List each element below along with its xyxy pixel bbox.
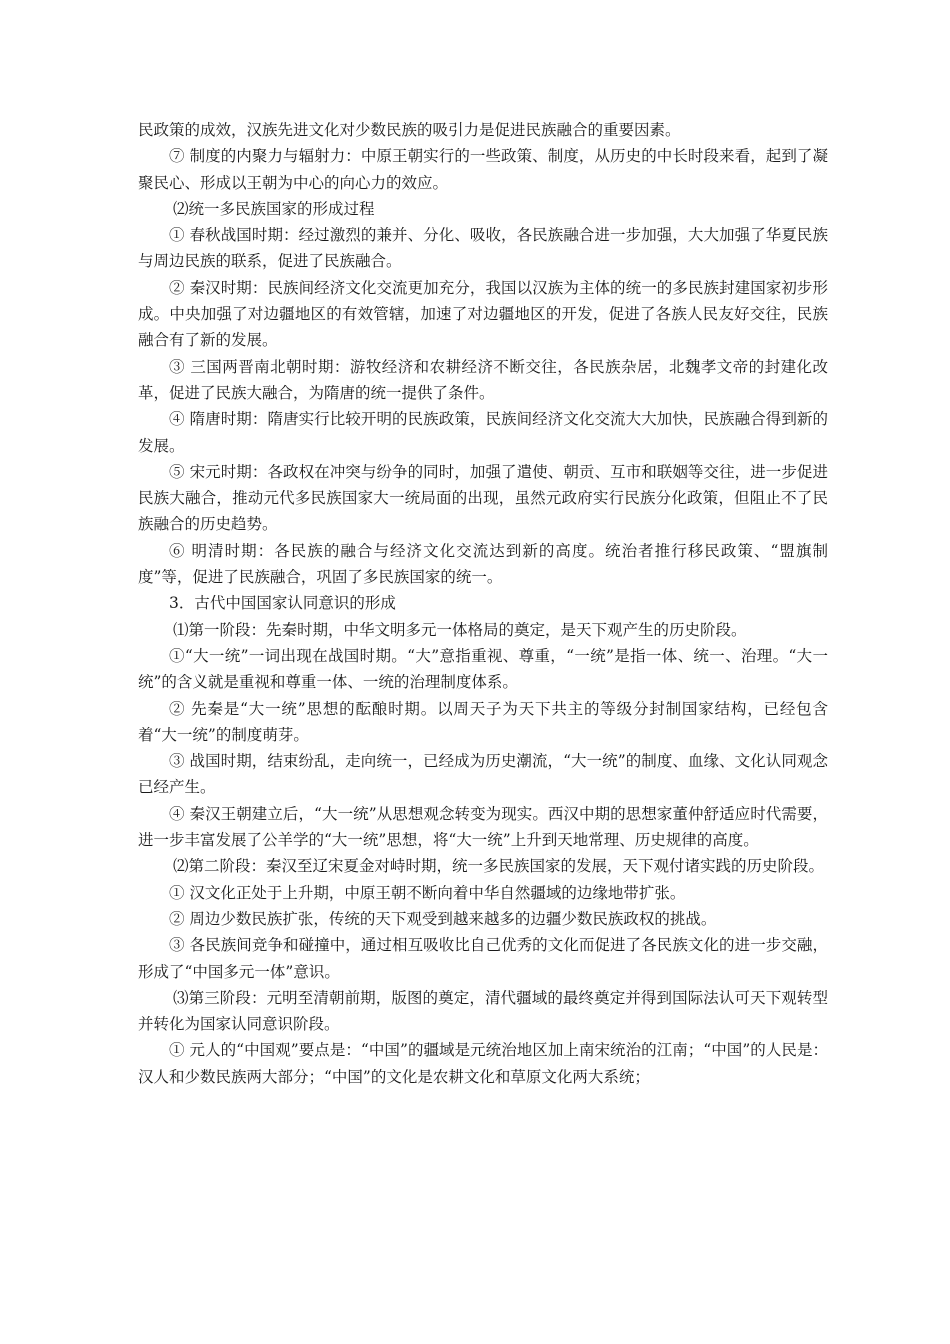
document-body [138, 117, 828, 1090]
paragraph-12: ①“大一统”一词出现在战国时期。“大”意指重视、尊重，“一统”是指一体、统一、治理。“大一统”的含义就是重视和尊重一体、一统的治理制度体系。 [138, 646, 828, 692]
paragraph-8: ⑤ 宋元时期：各政权在冲突与纷争的同时，加强了遣使、朝贡、互市和联姻等交往，进一步促进民族大融合，推动元代多民族国家大一统局面的出现，虽然元政府实行民族分化政策，但阻止不了民族融合的历史趋势。 [138, 462, 828, 534]
paragraph-7: ④ 隋唐时期：隋唐实行比较开明的民族政策，民族间经济文化交流大大加快，民族融合得到新的发展。 [138, 410, 828, 455]
subheading-formation-process: ⑵统一多民族国家的形成过程 [173, 199, 375, 218]
paragraph-2: ⑦ 制度的内聚力与辐射力：中原王朝实行的一些政策、制度，从历史的中长时段来看，起到了凝聚民心、形成以王朝为中心的向心力的效应。 [138, 147, 828, 192]
paragraph-9: ⑥ 明清时期：各民族的融合与经济文化交流达到新的高度。统治者推行移民政策、“盟旗制度”等，促进了民族融合，巩固了多民族国家的统一。 [138, 541, 828, 587]
paragraph-13: ② 先秦是“大一统”思想的酝酿时期。以周天子为天下共主的等级分封制国家结构，已经包含着“大一统”的制度萌芽。 [138, 699, 828, 744]
subheading-stage-3: ⑶第三阶段：元明至清朝前期，版图的奠定，清代疆域的最终奠定并得到国际法认可天下观转型并转化为国家认同意识阶段。 [138, 988, 828, 1034]
paragraph-17: ① 汉文化正处于上升期，中原王朝不断向着中华自然疆域的边缘地带扩张。 [169, 883, 686, 902]
paragraph-6: ③ 三国两晋南北朝时期：游牧经济和农耕经济不断交往，各民族杂居，北魏孝文帝的封建化改革，促进了民族大融合，为隋唐的统一提供了条件。 [138, 357, 828, 402]
section-heading-3: 3．古代中国国家认同意识的形成 [169, 594, 396, 613]
paragraph-15: ④ 秦汉王朝建立后，“大一统”从思想观念转变为现实。西汉中期的思想家董仲舒适应时代需要，进一步丰富发展了公羊学的“大一统”思想，将“大一统”上升到天地常理、历史规律的高度。 [138, 804, 828, 850]
paragraph-4: ① 春秋战国时期：经过激烈的兼并、分化、吸收，各民族融合进一步加强，大大加强了华夏民族与周边民族的联系，促进了民族融合。 [138, 226, 828, 271]
subheading-stage-2: ⑵第二阶段：秦汉至辽宋夏金对峙时期，统一多民族国家的发展，天下观付诸实践的历史阶段。 [173, 857, 825, 876]
paragraph-19: ③ 各民族间竞争和碰撞中，通过相互吸收比自己优秀的文化而促进了各民族文化的进一步交融，形成了“中国多元一体”意识。 [138, 936, 828, 981]
paragraph-18: ② 周边少数民族扩张，传统的天下观受到越来越多的边疆少数民族政权的挑战。 [169, 909, 717, 928]
paragraph-5: ② 秦汉时期：民族间经济文化交流更加充分，我国以汉族为主体的统一的多民族封建国家初步形成。中央加强了对边疆地区的有效管辖，加速了对边疆地区的开发，促进了各族人民友好交往，民族融合有了新的发展。 [138, 278, 828, 350]
paragraph-21: ① 元人的“中国观”要点是：“中国”的疆域是元统治地区加上南宋统治的江南；“中国”的人民是：汉人和少数民族两大部分；“中国”的文化是农耕文化和草原文化两大系统； [138, 1041, 828, 1086]
subheading-stage-1: ⑴第一阶段：先秦时期，中华文明多元一体格局的奠定，是天下观产生的历史阶段。 [173, 620, 747, 639]
paragraph-1: 民政策的成效，汉族先进文化对少数民族的吸引力是促进民族融合的重要因素。 [138, 121, 681, 139]
paragraph-14: ③ 战国时期，结束纷乱，走向统一，已经成为历史潮流，“大一统”的制度、血缘、文化认同观念已经产生。 [138, 752, 828, 797]
